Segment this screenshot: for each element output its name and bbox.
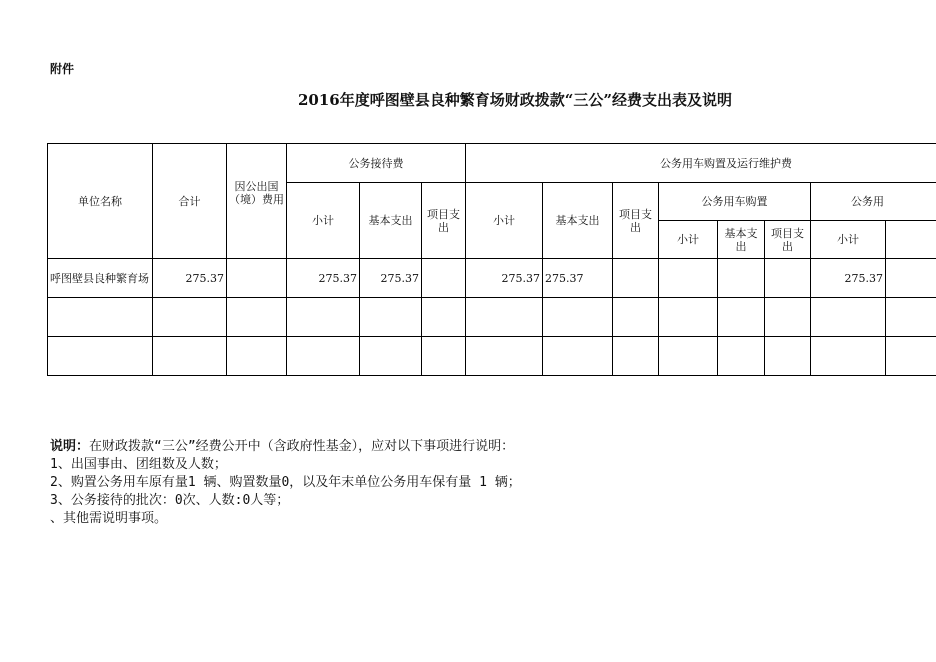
cell-purchase-project	[765, 259, 811, 298]
notes-line-4: 、其他需说明事项。	[50, 511, 168, 526]
cell-purchase-subtotal	[659, 259, 718, 298]
notes-label: 说明：	[50, 439, 90, 454]
header-unit-name: 单位名称	[48, 144, 153, 259]
cell-total: 275.37	[153, 259, 227, 298]
cell-unit: 呼图壁县良种繁育场	[48, 259, 153, 298]
header-operation-extra	[886, 221, 936, 259]
header-vehicle-subtotal: 小计	[466, 183, 543, 259]
notes-line-2: 2、购置公务用车原有量1 辆、购置数量0，以及年末单位公务用车保有量 1 辆；	[50, 475, 521, 490]
table-row	[48, 337, 936, 376]
page-title: 2016年度呼图壁县良种繁育场财政拨款“三公”经费支出表及说明	[298, 91, 733, 109]
header-abroad: 因公出国（境）费用	[227, 144, 287, 259]
header-reception-basic: 基本支出	[360, 183, 422, 259]
header-reception-project: 项目支出	[422, 183, 466, 259]
cell-operation-subtotal: 275.37	[811, 259, 886, 298]
cell-reception-subtotal: 275.37	[287, 259, 360, 298]
cell-reception-project	[422, 259, 466, 298]
header-vehicle-purchase: 公务用车购置	[659, 183, 811, 221]
notes	[50, 438, 521, 528]
header-vehicle-project: 项目支出	[613, 183, 659, 259]
cell-vehicle-basic: 275.37	[543, 259, 613, 298]
header-operation-subtotal: 小计	[811, 221, 886, 259]
expense-table	[47, 143, 936, 376]
cell-vehicle-subtotal: 275.37	[466, 259, 543, 298]
header-purchase-subtotal: 小计	[659, 221, 718, 259]
cell-purchase-basic	[718, 259, 765, 298]
notes-line-1: 1、出国事由、团组数及人数；	[50, 457, 227, 472]
header-vehicle-basic: 基本支出	[543, 183, 613, 259]
header-reception-subtotal: 小计	[287, 183, 360, 259]
header-purchase-project: 项目支出	[765, 221, 811, 259]
notes-intro-line	[50, 438, 521, 456]
cell-reception-basic: 275.37	[360, 259, 422, 298]
attachment-label: 附件	[50, 62, 75, 76]
header-total: 合计	[153, 144, 227, 259]
notes-line-3: 3、公务接待的批次：0次、人数:0人等；	[50, 493, 290, 508]
table-row	[48, 298, 936, 337]
header-purchase-basic: 基本支出	[718, 221, 765, 259]
cell-vehicle-project	[613, 259, 659, 298]
cell-operation-extra	[886, 259, 936, 298]
header-vehicle-operation: 公务用	[811, 183, 936, 221]
cell-abroad	[227, 259, 287, 298]
expense-table-wrapper	[47, 143, 936, 377]
header-reception: 公务接待费	[287, 144, 466, 183]
notes-intro: 在财政拨款“三公”经费公开中（含政府性基金），应对以下事项进行说明：	[89, 439, 515, 454]
header-vehicle: 公务用车购置及运行维护费	[466, 144, 936, 183]
